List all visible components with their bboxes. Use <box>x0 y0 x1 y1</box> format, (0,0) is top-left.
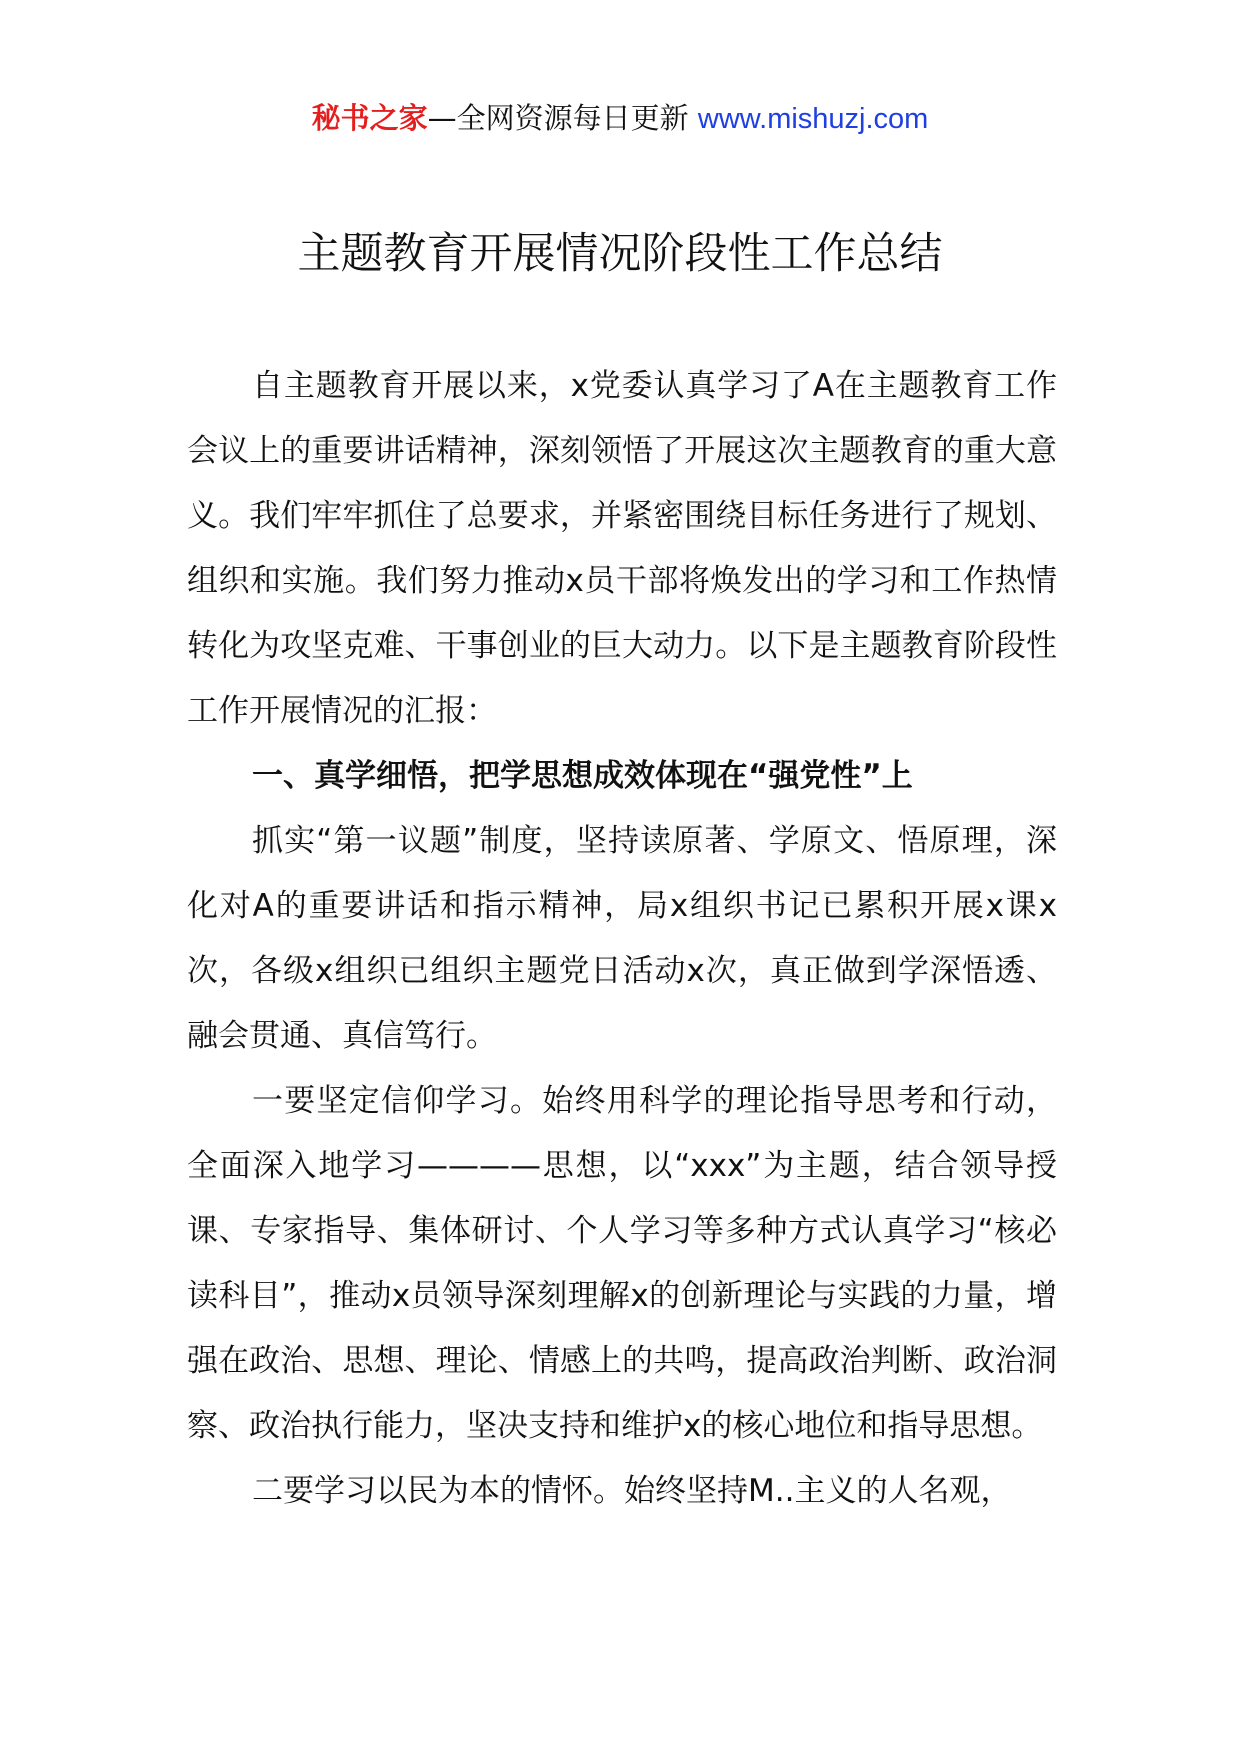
header-tagline: —全网资源每日更新 <box>427 101 689 135</box>
section-heading-1: 一、真学细悟，把学思想成效体现在“强党性”上 <box>252 758 913 794</box>
paragraph-belief-study: 一要坚定信仰学习。始终用科学的理论指导思考和行动，全面深入地学习————思想，以“xxx”为主题，结合领导授课、专家指导、集体研讨、个人学习等多种方式认真学习“核必读科目”，推动x员领导深刻理解x的创新理论与实践的力量，增强在政治、思想、理论、情感上的共鸣，提高政治判断、政治洞察、政治执行能力，坚决支持和维护x的核心地位和指导思想。 <box>187 1083 1057 1444</box>
paragraph-intro: 自主题教育开展以来，x党委认真学习了A在主题教育工作会议上的重要讲话精神，深刻领悟了开展这次主题教育的重大意义。我们牢牢抓住了总要求，并紧密围绕目标任务进行了规划、组织和实施。我们努力推动x员干部将焕发出的学习和工作热情转化为攻坚克难、干事创业的巨大动力。以下是主题教育阶段性工作开展情况的汇报： <box>187 368 1057 729</box>
paragraph-first-topic: 抓实“第一议题”制度，坚持读原著、学原文、悟原理，深化对A的重要讲话和指示精神，局x组织书记已累积开展x课x次，各级x组织已组织主题党日活动x次，真正做到学深悟透、融会贯通、真信笃行。 <box>187 823 1057 1054</box>
document-body <box>187 354 1057 1524</box>
paragraph-people-first: 二要学习以民为本的情怀。始终坚持M..主义的人名观， <box>252 1473 1012 1509</box>
brand-name: 秘书之家 <box>311 101 428 135</box>
site-url[interactable]: www.mishuzj.com <box>697 103 929 135</box>
site-header <box>0 98 1240 139</box>
page-title: 主题教育开展情况阶段性工作总结 <box>297 229 943 279</box>
